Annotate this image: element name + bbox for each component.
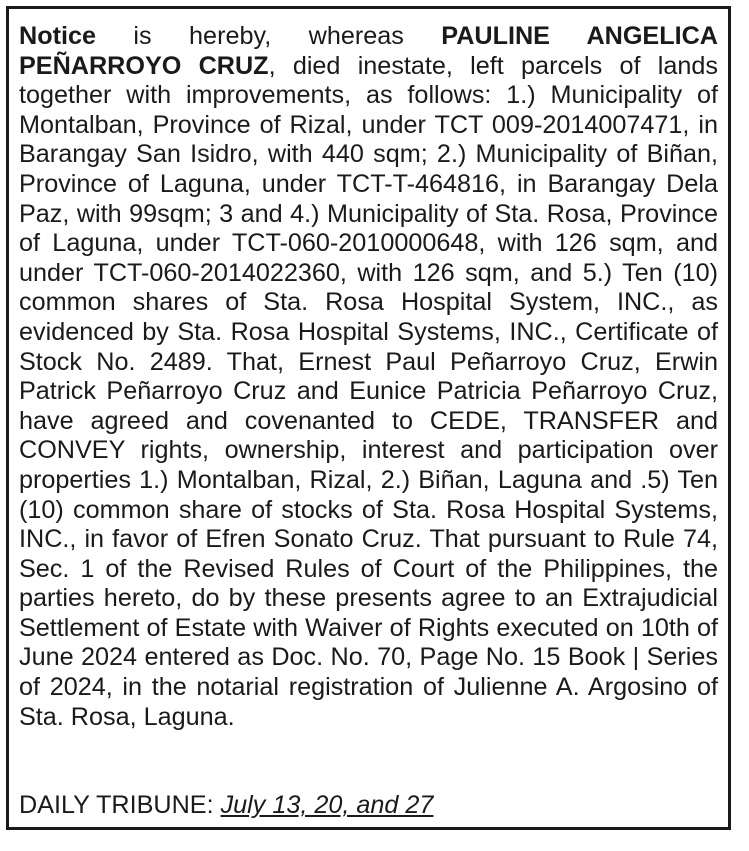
- publication-line: [19, 791, 433, 821]
- legal-notice: [6, 6, 731, 830]
- decedent-name: PAULINE ANGELICA PEÑARROYO CRUZ: [19, 22, 718, 80]
- publication-label: DAILY TRIBUNE:: [19, 791, 221, 820]
- notice-body: [19, 22, 718, 732]
- notice-lead-word: Notice: [19, 22, 96, 50]
- publication-dates: July 13, 20, and 27: [220, 791, 434, 820]
- notice-body-text: , died inestate, left parcels of lands together with improvements, as follows: 1.) Municipality of Montalban, Province of Rizal, under TCT 009-2014007471, in Barangay San Isidro, with 440 sqm; 2.) Municipality of Biñan, Province of Laguna, under TCT-T-464816, in Barangay Dela Paz, with 99sqm; 3 and 4.) Municipality of Sta. Rosa, Province of Laguna, under TCT-060-2010000648, with 126 sqm, and under TCT-060-2014022360, with 126 sqm, and 5.) Ten (10) common shares of Sta. Rosa Hospital System, INC., as evidenced by Sta. Rosa Hospital Systems, INC., Certificate of Stock No. 2489. That, Ernest Paul Peñarroyo Cruz, Erwin Patrick Peñarroyo Cruz and Eunice Patricia Peñarroyo Cruz, have agreed and covenanted to CEDE, TRANSFER and CONVEY rights, ownership, interest and participation over properties 1.) Montalban, Rizal, 2.) Biñan, Laguna and .5) Ten (10) common share of stocks of Sta. Rosa Hospital Systems, INC., in favor of Efren Sonato Cruz. That pursuant to Rule 74, Sec. 1 of the Revised Rules of Court of the Philippines, the parties hereto, do by these presents agree to an Extrajudicial Settlement of Estate with Waiver of Rights executed on 10th of June 2024 entered as Doc. No. 70, Page No. 15 Book | Series of 2024, in the notarial registration of Julienne A. Argosino of Sta. Rosa, Laguna.: [19, 51, 718, 731]
- notice-intro: is hereby, whereas: [95, 22, 442, 50]
